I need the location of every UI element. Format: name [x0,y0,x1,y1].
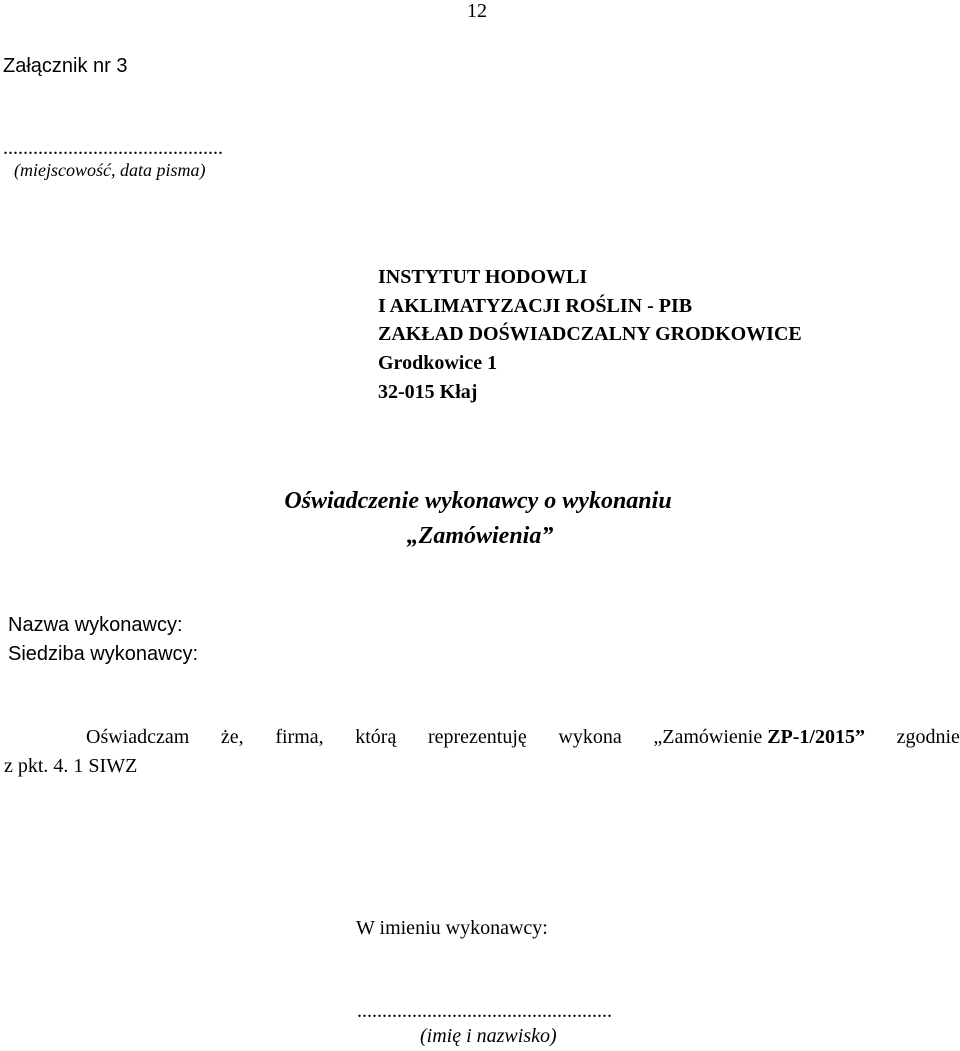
statement-word: firma, [275,726,324,748]
statement-zamowienie: „Zamówienie [653,726,763,748]
statement-paragraph [86,726,960,749]
statement-continuation: z pkt. 4. 1 SIWZ [4,755,138,777]
document-title: Oświadczenie wykonawcy o wykonaniu [284,488,672,514]
statement-word: którą [355,726,397,748]
recipient-line-5: 32-015 Kłaj [378,381,478,403]
signature-dots: ................................................... [357,1000,612,1022]
contractor-name-label: Nazwa wykonawcy: [8,614,183,636]
recipient-line-3: ZAKŁAD DOŚWIADCZALNY GRODKOWICE [378,323,802,345]
page-number: 12 [467,0,487,22]
signature-label: W imieniu wykonawcy: [356,917,548,939]
recipient-line-4: Grodkowice 1 [378,352,498,374]
statement-word: że, [220,726,244,748]
tender-reference: ZP-1/2015” [767,726,865,748]
statement-word: reprezentuję [427,726,527,748]
signature-caption: (imię i nazwisko) [420,1025,557,1047]
statement-word: Oświadczam [86,726,190,748]
statement-word: wykona [558,726,622,748]
contractor-seat-label: Siedziba wykonawcy: [8,643,199,665]
attachment-label: Załącznik nr 3 [3,55,128,77]
place-date-dots: ............................................ [3,137,223,159]
place-date-caption: (miejscowość, data pisma) [14,160,206,180]
document-title-subject: „Zamówienia” [406,523,554,549]
statement-word [653,726,865,749]
recipient-line-1: INSTYTUT HODOWLI [378,266,588,288]
statement-word: zgodnie [896,726,960,748]
recipient-line-2: I AKLIMATYZACJI ROŚLIN - PIB [378,295,693,317]
